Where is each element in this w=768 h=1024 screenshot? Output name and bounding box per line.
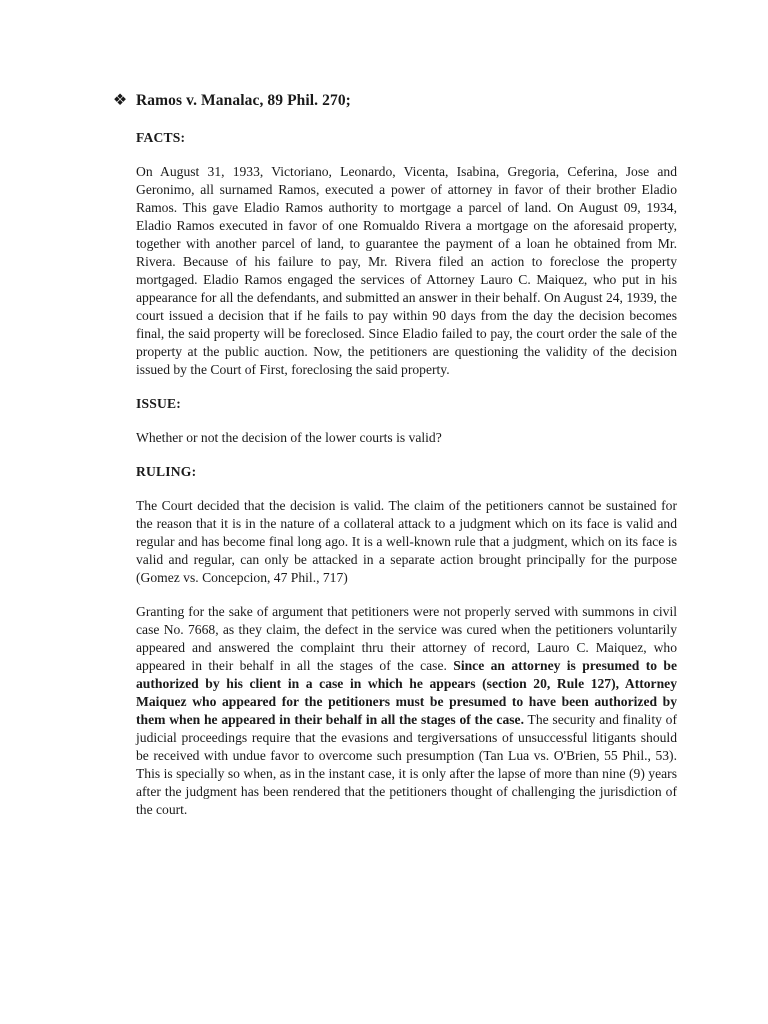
case-heading (112, 92, 351, 110)
issue-paragraph: Whether or not the decision of the lower courts is valid? (136, 430, 442, 445)
ruling-paragraph-2-start: Granting for the sake of argument that petitioners were not properly served with summons in civil case No. 7668, as they claim, the defect in the service was cured when the petitioners voluntarily appeared and answered the complaint thru their attorney of record, Lauro C. Maiquez, who appeared in their behalf in all the stages of the case. (136, 604, 677, 673)
ruling-paragraph-1: The Court decided that the decision is valid. The claim of the petitioners cannot be sustained for the reason that it is in the nature of a collateral attack to a judgment which on its face is valid and regular and has become final long ago. It is a well-known rule that a judgment, which on its face is valid and regular, can only be attacked in a separate action brought principally for the purpose (Gomez vs. Concepcion, 47 Phil., 717) (136, 498, 677, 585)
ruling-paragraph-2-end: The security and finality of judicial proceedings require that the evasions and tergiversations of unsuccessful litigants should be received with undue favor to overcome such presumption (Tan Lua vs. O'Brien, 55 Phil., 53). This is specially so when, as in the instant case, it is only after the lapse of more than nine (9) years after the judgment has been rendered that the petitioners thought of challenging the jurisdiction of the court. (136, 712, 677, 817)
case-title: Ramos v. Manalac, 89 Phil. 270; (136, 92, 351, 109)
diamond-bullet-icon: ❖ (112, 92, 128, 109)
ruling-paragraph-2 (136, 603, 677, 819)
facts-label: FACTS: (136, 130, 186, 145)
ruling-paragraph-2-emphasis: Since an attorney is presumed to be authorized by his client in a case in which he appears (section 20, Rule 127), Attorney Maiquez who appeared for the petitioners must be presumed to have been authorized by them when he appeared in their behalf in all the stages of the case. (136, 658, 677, 727)
issue-label: ISSUE: (136, 396, 182, 411)
facts-paragraph: On August 31, 1933, Victoriano, Leonardo, Vicenta, Isabina, Gregoria, Ceferina, Jose and Geronimo, all surnamed Ramos, executed a power of attorney in favor of their brother Eladio Ramos. This gave Eladio Ramos authority to mortgage a parcel of land. On August 09, 1934, Eladio Ramos executed in favor of one Romualdo Rivera a mortgage on the aforesaid property, together with another parcel of land, to guarantee the payment of a loan he obtained from Mr. Rivera. Because of his failure to pay, Mr. Rivera filed an action to foreclose the property mortgaged. Eladio Ramos engaged the services of Attorney Lauro C. Maiquez, who put in his appearance for all the defendants, and submitted an answer in their behalf. On August 24, 1939, the court issued a decision that if he fails to pay within 90 days from the day the decision becomes final, the said property will be foreclosed. Since Eladio failed to pay, the court order the sale of the property at the public auction. Now, the petitioners are questioning the validity of the decision issued by the Court of First, foreclosing the said property. (136, 164, 677, 377)
ruling-label: RULING: (136, 464, 197, 479)
case-digest-body (136, 129, 677, 819)
